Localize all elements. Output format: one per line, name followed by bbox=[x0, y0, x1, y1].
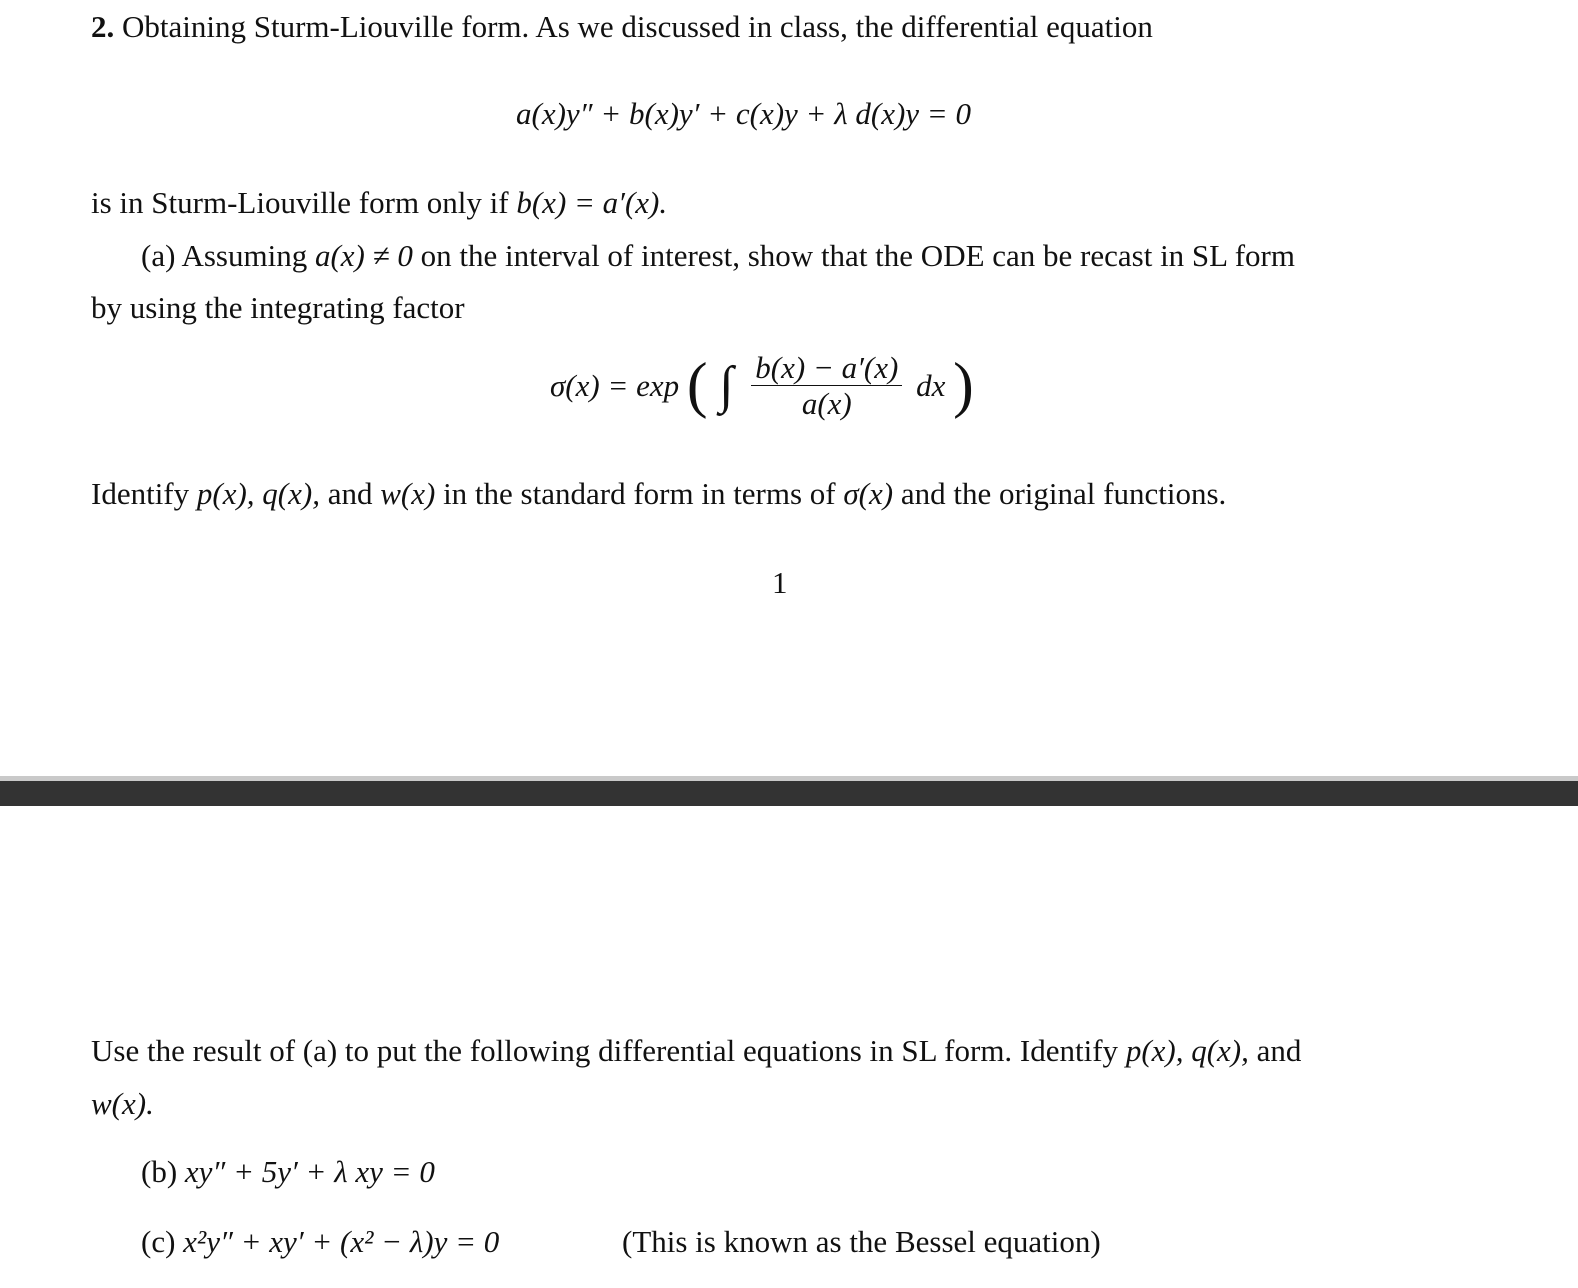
identify-line bbox=[91, 475, 1226, 512]
right-paren-icon: ) bbox=[953, 351, 974, 420]
sl-condition-math: b(x) = a′(x). bbox=[516, 185, 668, 220]
part-a-math: a(x) ≠ 0 bbox=[314, 238, 413, 273]
use-result-p: p(x), bbox=[1125, 1033, 1184, 1068]
sigma-denominator: a(x) bbox=[801, 386, 852, 421]
part-c-note: (This is known as the Bessel equation) bbox=[622, 1224, 1101, 1259]
left-paren-icon: ( bbox=[686, 351, 708, 420]
problem-intro: As we discussed in class, the differential equation bbox=[535, 9, 1153, 44]
problem-number: 2. bbox=[91, 9, 115, 44]
part-c-label: (c) bbox=[141, 1224, 176, 1259]
part-b bbox=[141, 1153, 435, 1190]
identify-post: and the original functions. bbox=[900, 476, 1227, 511]
problem-title: Obtaining Sturm-Liouville form. bbox=[122, 9, 530, 44]
sigma-equation bbox=[550, 352, 974, 419]
page-divider bbox=[0, 781, 1578, 806]
sigma-differential: dx bbox=[916, 368, 946, 403]
sigma-lhs: σ(x) = exp bbox=[550, 368, 680, 403]
main-equation: a(x)y″ + b(x)y′ + c(x)y + λ d(x)y = 0 bbox=[516, 96, 971, 131]
part-b-label: (b) bbox=[141, 1154, 178, 1189]
part-a-post: on the interval of interest, show that the ODE can be recast in SL form bbox=[420, 238, 1295, 273]
sigma-fraction bbox=[751, 352, 902, 419]
problem-heading bbox=[91, 8, 1153, 45]
identify-p: p(x), bbox=[196, 476, 255, 511]
part-a-line2: by using the integrating factor bbox=[91, 290, 465, 325]
use-result-text: Use the result of (a) to put the following differential equations in SL form. Identify bbox=[91, 1033, 1119, 1068]
sl-condition bbox=[91, 184, 667, 221]
use-result-q: q(x), bbox=[1191, 1033, 1249, 1068]
part-c-equation: x²y″ + xy′ + (x² − λ)y = 0 bbox=[183, 1224, 500, 1259]
use-result-line2: w(x). bbox=[91, 1086, 154, 1121]
identify-q: q(x), bbox=[262, 476, 320, 511]
sigma-numerator: b(x) − a′(x) bbox=[751, 352, 902, 386]
identify-mid: in the standard form in terms of bbox=[443, 476, 836, 511]
page-number: 1 bbox=[772, 565, 788, 600]
use-result-line1 bbox=[91, 1032, 1301, 1069]
identify-w: w(x) bbox=[380, 476, 436, 511]
identify-pre: Identify bbox=[91, 476, 190, 511]
part-a-line1 bbox=[141, 237, 1295, 274]
use-result-and: and bbox=[1256, 1033, 1302, 1068]
identify-and: and bbox=[327, 476, 373, 511]
part-c bbox=[141, 1223, 499, 1260]
part-b-equation: xy″ + 5y′ + λ xy = 0 bbox=[184, 1154, 435, 1189]
part-a-label: (a) bbox=[141, 238, 176, 273]
integral-icon: ∫ bbox=[719, 356, 734, 414]
identify-sigma: σ(x) bbox=[843, 476, 894, 511]
sl-condition-text: is in Sturm-Liouville form only if bbox=[91, 185, 509, 220]
part-a-pre: Assuming bbox=[181, 238, 308, 273]
